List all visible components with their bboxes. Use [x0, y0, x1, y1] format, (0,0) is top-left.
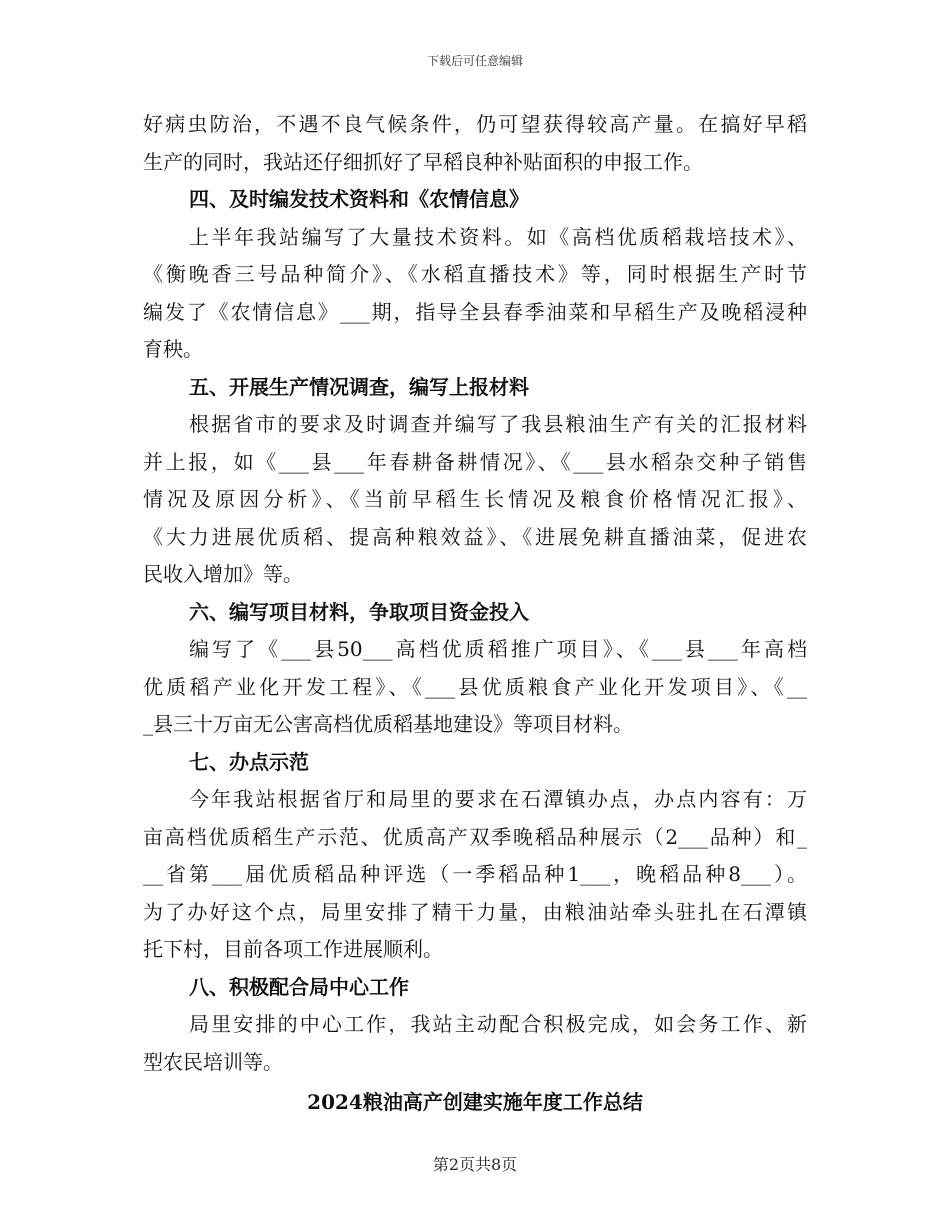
- paragraph-line: 托下村，目前各项工作进展顺利。: [143, 937, 443, 961]
- paragraph-line: _县三十万亩无公害高档优质稻基地建设》等项目材料。: [143, 712, 633, 736]
- paragraph-line: 上半年我站编写了大量技术资料。如《高档优质稻栽培技术》、: [189, 224, 807, 249]
- paragraph-line: 根据省市的要求及时调查并编写了我县粮油生产有关的汇报材料: [189, 412, 807, 436]
- paragraph-line: 编写了《___县50___高档优质稻推广项目》、《___县___年高档: [189, 637, 807, 661]
- section-heading-4: 四、及时编发技术资料和《农情信息》: [189, 187, 529, 211]
- next-document-title: 2024粮油高产创建实施年度工作总结: [307, 1090, 643, 1114]
- paragraph-line: 情况及原因分析》、《当前早稻生长情况及粮食价格情况汇报》、: [143, 487, 807, 511]
- paragraph-line: 编发了《农情信息》___期，指导全县春季油菜和早稻生产及晚稻浸种: [143, 299, 807, 324]
- document-body: [143, 106, 807, 1081]
- section-heading-6: 六、编写项目材料，争取项目资金投入: [189, 599, 529, 624]
- paragraph-line: 今年我站根据省厅和局里的要求在石潭镇办点，办点内容有：万: [189, 787, 807, 811]
- page-header-note: 下载后可任意编辑: [426, 54, 523, 68]
- section-heading-8: 八、积极配合局中心工作: [189, 974, 409, 999]
- paragraph-line: 局里安排的中心工作，我站主动配合积极完成，如会务工作、新: [189, 1012, 807, 1036]
- paragraph-line: 并上报，如《___县___年春耕备耕情况》、《___县水稻杂交种子销售: [143, 449, 807, 474]
- paragraph-line: 民收入增加》等。: [143, 562, 303, 586]
- paragraph-line: 《大力进展优质稻、提高种粮效益》、《进展免耕直播油菜，促进农: [143, 524, 807, 549]
- paragraph-line: 型农民培训等。: [143, 1049, 283, 1074]
- section-heading-7: 七、办点示范: [189, 749, 309, 774]
- paragraph-line: 为了办好这个点，局里安排了精干力量，由粮油站牵头驻扎在石潭镇: [143, 899, 807, 924]
- paragraph-line: __省第___届优质稻品种评选（一季稻品种1___，晚稻品种8___）。: [143, 862, 807, 886]
- page-number-footer: 第2页共8页: [432, 1155, 518, 1174]
- paragraph-line: 育秧。: [143, 337, 203, 361]
- section-heading-5: 五、开展生产情况调查，编写上报材料: [189, 374, 529, 399]
- paragraph-line: 亩高档优质稻生产示范、优质高产双季晚稻品种展示（2___品种）和_: [143, 824, 807, 849]
- paragraph-line: 好病虫防治，不遇不良气候条件，仍可望获得较高产量。在搞好早稻: [143, 112, 807, 136]
- paragraph-line: 《衡晚香三号品种简介》、《水稻直播技术》等，同时根据生产时节: [143, 262, 807, 286]
- paragraph-line: 优质稻产业化开发工程》、《___县优质粮食产业化开发项目》、《__: [143, 674, 807, 699]
- paragraph-line: 生产的同时，我站还仔细抓好了早稻良种补贴面积的申报工作。: [143, 149, 703, 174]
